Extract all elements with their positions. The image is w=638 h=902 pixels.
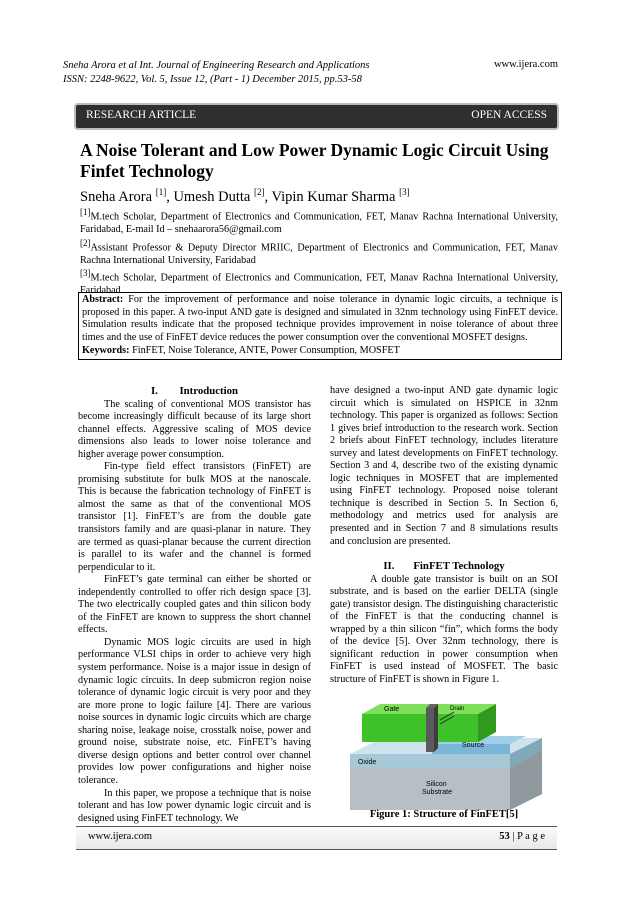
body-paragraph: In this paper, we propose a technique that is noise tolerant and has low power dynamic logic circuit and is designed using FinFET technology. We (78, 787, 311, 824)
substrate-label-1: Silicon (426, 781, 447, 788)
author-mark: [3] (399, 187, 410, 197)
page-number-value: 53 (499, 831, 510, 842)
abstract-paragraph (82, 294, 558, 345)
abstract-box (78, 292, 562, 360)
page-number (499, 831, 545, 842)
page-word: P a g e (517, 831, 545, 842)
footer-website-link[interactable]: www.ijera.com (88, 831, 153, 842)
finfet-diagram (330, 698, 558, 810)
keywords-text: FinFET, Noise Tolerance, ANTE, Power Consumption, MOSFET (129, 344, 400, 356)
affiliation-mark: [3] (80, 268, 91, 279)
affiliation-text: Assistant Professor & Deputy Director MRIIC, Department of Electronics and Communication, FET, Manav Rachna International University, Faridabad (80, 241, 558, 266)
gate-label: Gate (384, 706, 400, 713)
page-footer (76, 826, 557, 850)
author-name: Vipin Kumar Sharma (271, 188, 396, 205)
source-label: Source (462, 742, 485, 749)
right-column (330, 385, 558, 687)
substrate-label-2: Substrate (422, 789, 452, 796)
affiliation-mark: [1] (80, 207, 91, 217)
journal-citation (63, 59, 370, 87)
oxide-label: Oxide (358, 759, 377, 766)
research-article-label: RESEARCH ARTICLE (86, 109, 197, 121)
affiliation (80, 206, 558, 237)
author-list (80, 187, 410, 206)
article-type-banner (76, 105, 557, 128)
gate-block (362, 714, 478, 742)
body-paragraph: have designed a two-input AND gate dynamic logic circuit which is simulated on HSPICE in 32nm technology. This paper is organized as follows: Section 1 gives brief introduction to the research work. Section 2 briefs about FinFET technology, includes literature survey and latest developments on FinFET technology. Section 3 and 4, describe two of the existing dynamic logic techniques in MOSFET that are implemented using FinFET technology. Proposed noise tolerant technique is described in Section 5. In Section 6, methodology and metrics used for analysis are presented and in Section 7 and 8 simulations results and conclusion are presented. (330, 385, 558, 547)
figure-caption: Figure 1: Structure of FinFET[5] (369, 809, 519, 820)
fin (426, 708, 434, 752)
affiliations (80, 206, 558, 298)
left-column (78, 385, 311, 825)
page-separator: | (509, 831, 518, 842)
affiliation (80, 237, 558, 268)
affiliation-mark: [2] (80, 237, 91, 248)
author-name: Umesh Dutta (173, 188, 251, 205)
section-heading-introduction: I. Introduction (150, 385, 239, 397)
open-access-label: OPEN ACCESS (471, 109, 547, 121)
finfet-structure-figure (330, 698, 558, 810)
body-paragraph: FinFET’s gate terminal can either be shorted or independently controlled to offer rich design space [3]. The two electrically coupled gates and thin silicon body of the FinFET are known to suppress the short channel effects. (78, 574, 311, 636)
body-paragraph: Dynamic MOS logic circuits are used in high performance VLSI chips in order to achieve very high system performance. Noise is a major issue in design of dynamic logic circuits. In deep submicron region noise tolerance of dynamic logic circuit is very poor and they are more prone to logic failure [4]. There are various noise sources in dynamic logic circuits which are charge sharing noise, leakage noise, crosstalk noise, power and ground noise, substrate noise, etc. FinFET’s having diverse design options and better control over channel provides low power configurations and higher noise tolerance. (78, 636, 311, 786)
author-separator: , (166, 188, 174, 205)
author-mark: [2] (254, 187, 265, 197)
body-paragraph: Fin-type field effect transistors (FinFET) are promising substitute for bulk MOS at the nanoscale. This is because the fabrication technology of FinFET is almost the same as that of the conventional MOS transistor [1]. FinFET’s are from the double gate transistors family and are quasi-planar in nature. They are termed as quasi-planar because the current direction is parallel to its wafer and the channel is formed perpendicular to it. (78, 461, 311, 573)
journal-line-1: Sneha Arora et al Int. Journal of Engineering Research and Applications (63, 60, 370, 71)
author-mark: [1] (155, 187, 167, 197)
section-heading-finfet: II. FinFET Technology (383, 560, 505, 573)
author-separator: , (264, 188, 272, 205)
affiliation-text: M.tech Scholar, Department of Electronics and Communication, FET, Manav Rachna International University, Faridabad (80, 272, 558, 297)
journal-line-2: ISSN: 2248-9622, Vol. 5, Issue 12, (Part - 1) December 2015, pp.53-58 (63, 74, 362, 85)
body-paragraph: The scaling of conventional MOS transistor has become increasingly difficult because of its large short channel effects. Aggressive scaling of MOS device dimensions also leads to lower noise tolerance and higher average power consumption. (78, 398, 311, 460)
abstract-text: For the improvement of performance and noise tolerance in dynamic logic circuits, a technique is proposed in this paper. A two-input AND gate is designed and simulated in 32nm technology using FinFET device. Simulation results indicate that the proposed technique provides improvement in noise tolerance of about three times and the use of FinFET device reduces the power consumption over the conventional MOSFET designs. (82, 294, 558, 344)
drain-label: Drain (450, 706, 465, 712)
header-website-link[interactable]: www.ijera.com (493, 59, 558, 70)
paper-title: A Noise Tolerant and Low Power Dynamic Logic Circuit Using Finfet Technology (80, 140, 549, 181)
body-paragraph: A double gate transistor is built on an SOI substrate, and is based on the earlier DELTA (single gate) transistor design. The distinguishing characteristic of the FinFET is that the conducting channel is wrapped by a thin silicon “fin”, which forms the body of the device [5]. Over 32nm technology, there is significant reduction in power consumption when FinFET is used instead of MOSFET. The basic structure of FinFET is shown in Figure 1. (330, 573, 558, 686)
affiliation-text: M.tech Scholar, Department of Electronics and Communication, FET, Manav Rachna International University, Faridabad, E-mail Id – snehaarora56@gmail.com (80, 211, 558, 235)
keywords-line (82, 345, 558, 358)
abstract-label: Abstract: (82, 294, 124, 305)
keywords-label: Keywords: (82, 344, 130, 356)
author-name: Sneha Arora (80, 188, 153, 205)
